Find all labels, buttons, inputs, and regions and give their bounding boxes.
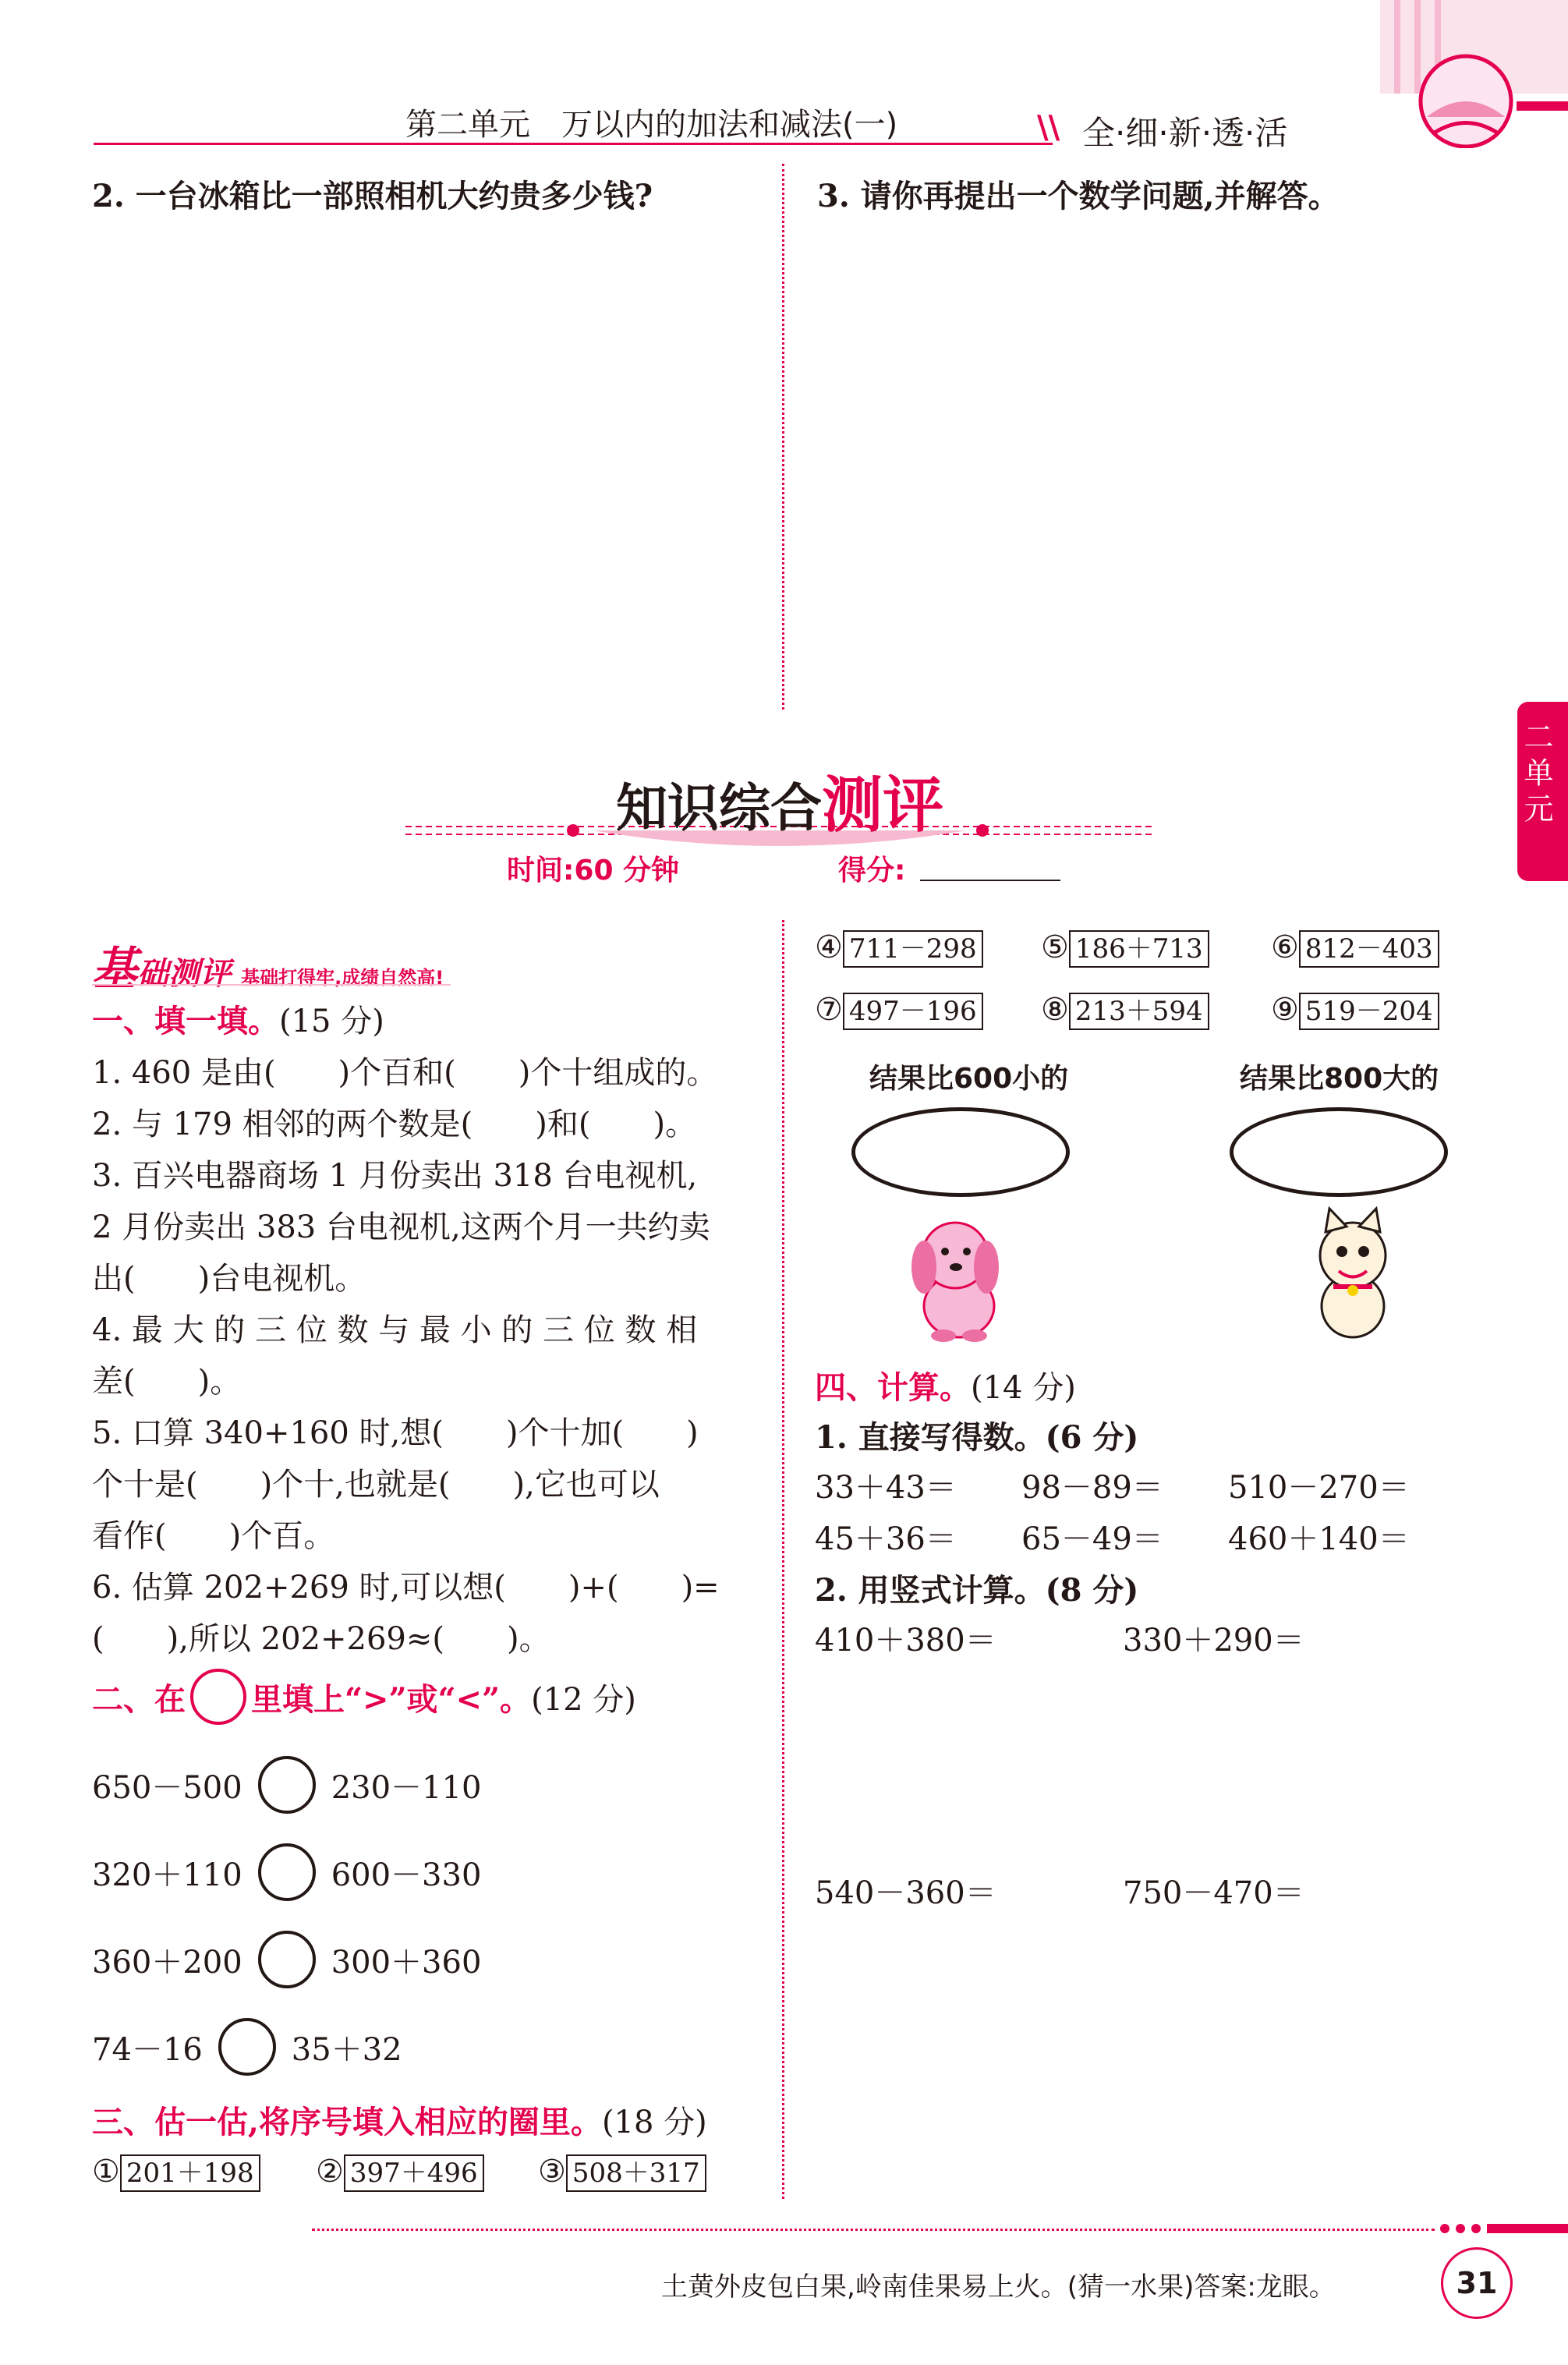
- direct-2-2: 65－49＝: [1021, 1521, 1163, 1557]
- item-number: ⑥: [1271, 929, 1299, 965]
- dog-illustration: [897, 1205, 1021, 1348]
- question-3: 3. 请你再提出一个数学问题,并解答。: [817, 178, 1340, 214]
- item-number: ⑨: [1271, 992, 1299, 1028]
- item-expression: 812－403: [1299, 930, 1439, 968]
- cat-icon: [1290, 1205, 1415, 1345]
- vertical-calc-2: 330＋290＝: [1123, 1623, 1304, 1659]
- estimate-item-6: [1271, 929, 1439, 968]
- label-greater-than-800: 结果比800大的: [1240, 1063, 1439, 1095]
- part1-line-7: 差( )。: [92, 1364, 242, 1400]
- item-number: ④: [815, 929, 843, 965]
- book-logo-icon: [1380, 0, 1568, 148]
- footer-dots: [1439, 2221, 1568, 2239]
- item-expression: 201＋198: [120, 2154, 260, 2192]
- section-title-emph: 测评: [822, 770, 944, 841]
- slogan: 全·细·新·透·活: [1082, 114, 1288, 152]
- compare-left: 360＋200: [92, 1944, 242, 1981]
- direct-2-3: 460＋140＝: [1228, 1521, 1410, 1557]
- basic-title-first: 基: [92, 942, 138, 995]
- footer-rule: [312, 2229, 1435, 2231]
- answer-circle[interactable]: [258, 1756, 316, 1814]
- item-expression: 711－298: [843, 930, 983, 968]
- page-number-badge: [1441, 2247, 1513, 2319]
- ellipse-greater-than-800[interactable]: [1230, 1107, 1448, 1197]
- estimate-item-2: [316, 2154, 484, 2192]
- part3-heading-text: 三、估一估,将序号填入相应的圈里。: [92, 2104, 602, 2140]
- compare-right: 35＋32: [291, 2031, 402, 2068]
- compare-right: 600－330: [331, 1857, 482, 1893]
- question-2: 2. 一台冰箱比一部照相机大约贵多少钱?: [92, 178, 653, 214]
- compare-row-4: [92, 2018, 402, 2076]
- item-number: ②: [316, 2154, 344, 2190]
- compare-row-1: [92, 1756, 481, 1814]
- part3-heading: [92, 2098, 707, 2142]
- estimate-item-5: [1041, 929, 1209, 968]
- time-label: 时间:60 分钟: [507, 855, 680, 887]
- score-blank: [920, 880, 1060, 881]
- estimate-item-4: [815, 929, 983, 968]
- part4-sub2: 2. 用竖式计算。(8 分): [815, 1572, 1139, 1609]
- answer-circle[interactable]: [258, 1843, 316, 1901]
- corner-decoration: [1380, 0, 1568, 148]
- part2-points: (12 分): [531, 1681, 636, 1718]
- item-number: ⑤: [1041, 929, 1069, 965]
- column-divider-top: [782, 164, 784, 710]
- dots-icon: [1439, 2221, 1568, 2236]
- footer-riddle: 土黄外皮包白果,岭南佳果易上火。(猜一水果)答案:龙眼。: [661, 2271, 1336, 2303]
- answer-circle[interactable]: [218, 2018, 276, 2076]
- column-divider-bottom: [782, 920, 784, 2199]
- compare-right: 230－110: [331, 1769, 482, 1806]
- item-number: ⑦: [815, 992, 843, 1028]
- part1-points: (15 分): [279, 1004, 384, 1039]
- section-title-plain: 知识综合: [616, 778, 822, 838]
- part4-points: (14 分): [971, 1370, 1076, 1406]
- part4-heading: [815, 1363, 1076, 1407]
- item-expression: 213＋594: [1069, 993, 1209, 1030]
- basic-banner: [92, 932, 444, 997]
- ellipse-less-than-600[interactable]: [851, 1107, 1070, 1197]
- estimate-item-7: [815, 992, 983, 1030]
- header-rule: [94, 143, 1053, 145]
- part4-heading-text: 四、计算。: [815, 1369, 971, 1406]
- estimate-item-9: [1271, 992, 1439, 1030]
- item-expression: 519－204: [1299, 993, 1439, 1030]
- heading-circle-icon: [190, 1669, 246, 1725]
- section-title: [616, 756, 943, 844]
- score-label: 得分:: [838, 855, 906, 887]
- answer-circle[interactable]: [258, 1931, 316, 1988]
- item-expression: 508＋317: [566, 2154, 706, 2192]
- dog-icon: [897, 1205, 1021, 1345]
- item-number: ⑧: [1041, 992, 1069, 1028]
- side-tab-label: 二单元: [1519, 721, 1553, 829]
- item-number: ③: [538, 2154, 566, 2190]
- part1-line-8: 5. 口算 340+160 时,想( )个十加( ): [92, 1415, 699, 1451]
- direct-1-1: 33＋43＝: [815, 1470, 957, 1506]
- item-expression: 397＋496: [344, 2154, 484, 2192]
- vertical-calc-1: 410＋380＝: [815, 1623, 996, 1659]
- part2-heading-pre: 二、在: [92, 1680, 186, 1718]
- basic-banner-rule: [92, 984, 451, 986]
- part1-line-4: 2 月份卖出 383 台电视机,这两个月一共约卖: [92, 1209, 710, 1245]
- part2-heading: [92, 1669, 636, 1725]
- page-number: 31: [1456, 2266, 1498, 2300]
- part1-line-11: 6. 估算 202+269 时,可以想( )+( )=: [92, 1570, 720, 1606]
- vertical-calc-3: 540－360＝: [815, 1875, 996, 1911]
- direct-2-1: 45＋36＝: [815, 1521, 957, 1557]
- unit-title: 第二单元 万以内的加法和减法(一): [405, 107, 898, 143]
- part1-line-6: 4. 最 大 的 三 位 数 与 最 小 的 三 位 数 相: [92, 1312, 698, 1348]
- estimate-item-1: [92, 2154, 260, 2192]
- item-expression: 186＋713: [1069, 930, 1209, 968]
- direct-1-3: 510－270＝: [1228, 1470, 1410, 1506]
- part1-line-5: 出( )台电视机。: [92, 1261, 366, 1297]
- compare-right: 300＋360: [331, 1944, 482, 1981]
- vertical-calc-4: 750－470＝: [1123, 1875, 1304, 1911]
- double-slash-icon: \\: [1037, 109, 1060, 146]
- compare-left: 320＋110: [92, 1857, 242, 1893]
- compare-left: 650－500: [92, 1769, 242, 1806]
- compare-row-2: [92, 1843, 481, 1901]
- part1-line-3: 3. 百兴电器商场 1 月份卖出 318 台电视机,: [92, 1158, 698, 1194]
- direct-1-2: 98－89＝: [1021, 1470, 1163, 1506]
- basic-subtitle: 基础打得牢,成绩自然高!: [241, 967, 444, 989]
- part1-heading: [92, 997, 384, 1041]
- compare-row-3: [92, 1931, 481, 1988]
- label-less-than-600: 结果比600小的: [869, 1063, 1069, 1095]
- part1-line-2: 2. 与 179 相邻的两个数是( )和( )。: [92, 1106, 697, 1142]
- part2-heading-post: 里填上“>”或“<”。: [251, 1680, 532, 1718]
- part1-line-1: 1. 460 是由( )个百和( )个十组成的。: [92, 1055, 718, 1091]
- estimate-item-8: [1041, 992, 1209, 1030]
- item-number: ①: [92, 2154, 120, 2190]
- part1-line-10: 看作( )个百。: [92, 1518, 335, 1554]
- part3-points: (18 分): [601, 2105, 707, 2140]
- part4-sub1: 1. 直接写得数。(6 分): [815, 1419, 1139, 1456]
- part1-line-12: ( ),所以 202+269≈( )。: [92, 1621, 550, 1657]
- cat-illustration: [1290, 1205, 1415, 1348]
- part1-heading-text: 一、填一填。: [92, 1003, 279, 1039]
- item-expression: 497－196: [843, 993, 983, 1030]
- basic-title-rest: 础测评: [137, 956, 232, 992]
- estimate-item-3: [538, 2154, 706, 2192]
- part1-line-9: 个十是( )个十,也就是( ),它也可以: [92, 1467, 660, 1503]
- compare-left: 74－16: [92, 2031, 203, 2068]
